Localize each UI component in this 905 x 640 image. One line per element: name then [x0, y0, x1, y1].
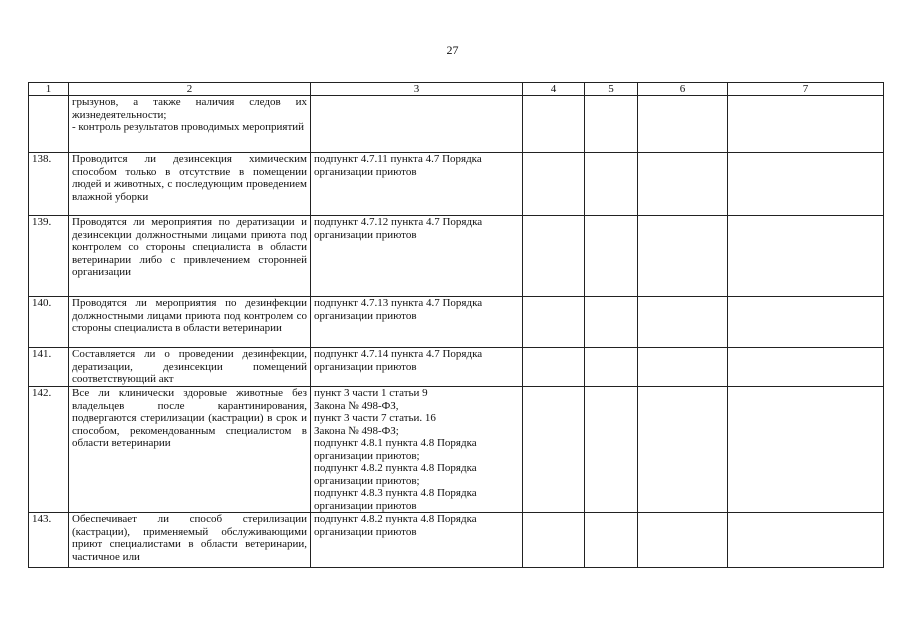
answer-cell-col-4	[523, 216, 585, 297]
answer-cell-col-7	[728, 153, 884, 216]
column-header: 7	[728, 83, 884, 96]
table-row	[29, 153, 884, 216]
checklist-table	[28, 82, 884, 568]
answer-cell-col-7	[728, 513, 884, 568]
reference-line: подпункт 4.8.2 пункта 4.8 Порядка организации приютов;	[314, 462, 477, 487]
reference-line: подпункт 4.7.12 пункта 4.7 Порядка организации приютов	[314, 216, 483, 241]
legal-reference	[311, 513, 523, 568]
table-row	[29, 387, 884, 513]
row-number: 141.	[29, 348, 69, 387]
table-row	[29, 513, 884, 568]
question-line: - контроль результатов проводимых мероприятий	[72, 121, 305, 133]
legal-reference	[311, 387, 523, 513]
page-number: 27	[446, 43, 459, 57]
column-header: 3	[311, 83, 523, 96]
answer-cell-col-5	[585, 96, 638, 153]
column-header: 1	[29, 83, 69, 96]
legal-reference	[311, 216, 523, 297]
reference-line: подпункт 4.8.3 пункта 4.8 Порядка организации приютов	[314, 487, 477, 512]
row-number: 142.	[29, 387, 69, 513]
answer-cell-col-5	[585, 297, 638, 348]
reference-line: пункт 3 части 1 статьи 9	[314, 387, 428, 399]
answer-cell-col-7	[728, 297, 884, 348]
answer-cell-col-6	[638, 297, 728, 348]
answer-cell-col-5	[585, 387, 638, 513]
question-line: грызунов, а также наличия следов их жизнедеятельности;	[72, 96, 307, 121]
answer-cell-col-6	[638, 216, 728, 297]
table-row	[29, 216, 884, 297]
question-text: Проводятся ли мероприятия по дезинфекции должностными лицами приюта под контролем со стороны специалиста в области ветеринарии	[69, 297, 311, 348]
answer-cell-col-4	[523, 513, 585, 568]
answer-cell-col-7	[728, 96, 884, 153]
answer-cell-col-7	[728, 216, 884, 297]
row-number: 140.	[29, 297, 69, 348]
reference-line: подпункт 4.7.14 пункта 4.7 Порядка организации приютов	[314, 348, 483, 373]
question-text	[69, 96, 311, 153]
answer-cell-col-6	[638, 153, 728, 216]
reference-line: Закона № 498-ФЗ,	[314, 399, 399, 412]
row-number: 138.	[29, 153, 69, 216]
table-row	[29, 96, 884, 153]
answer-cell-col-6	[638, 348, 728, 387]
question-text: Составляется ли о проведении дезинфекции, дератизации, дезинсекции помещений соответствующий акт	[69, 348, 311, 387]
reference-line: Закона № 498-ФЗ;	[314, 424, 399, 437]
reference-line: подпункт 4.7.13 пункта 4.7 Порядка организации приютов	[314, 297, 483, 322]
answer-cell-col-7	[728, 348, 884, 387]
row-number: 139.	[29, 216, 69, 297]
question-text: Проводится ли дезинсекция химическим способом только в отсутствие в помещении людей и животных, с последующим проведением влажной уборки	[69, 153, 311, 216]
reference-line: подпункт 4.7.11 пункта 4.7 Порядка организации приютов	[314, 153, 482, 178]
column-number-row	[29, 83, 884, 96]
table-body	[29, 96, 884, 568]
question-text: Все ли клинически здоровые животные без владельцев после карантинирования, подвергаются стерилизации (кастрации) в срок и способом, рекомендованным специалистом в области ветеринарии	[69, 387, 311, 513]
answer-cell-col-6	[638, 513, 728, 568]
reference-line: пункт 3 части 7 статьи. 16	[314, 412, 436, 424]
answer-cell-col-4	[523, 348, 585, 387]
column-header: 4	[523, 83, 585, 96]
legal-reference	[311, 153, 523, 216]
column-header: 5	[585, 83, 638, 96]
column-header: 2	[69, 83, 311, 96]
reference-line: подпункт 4.8.1 пункта 4.8 Порядка организации приютов;	[314, 437, 477, 462]
answer-cell-col-4	[523, 297, 585, 348]
column-header: 6	[638, 83, 728, 96]
legal-reference	[311, 96, 523, 153]
legal-reference	[311, 348, 523, 387]
answer-cell-col-5	[585, 216, 638, 297]
legal-reference	[311, 297, 523, 348]
row-number	[29, 96, 69, 153]
answer-cell-col-5	[585, 153, 638, 216]
answer-cell-col-5	[585, 348, 638, 387]
answer-cell-col-5	[585, 513, 638, 568]
answer-cell-col-6	[638, 387, 728, 513]
answer-cell-col-4	[523, 96, 585, 153]
table-row	[29, 297, 884, 348]
answer-cell-col-4	[523, 153, 585, 216]
reference-line: подпункт 4.8.2 пункта 4.8 Порядка организации приютов	[314, 513, 477, 538]
row-number: 143.	[29, 513, 69, 568]
answer-cell-col-4	[523, 387, 585, 513]
answer-cell-col-6	[638, 96, 728, 153]
answer-cell-col-7	[728, 387, 884, 513]
question-text: Проводятся ли мероприятия по дератизации и дезинсекции должностными лицами приюта под контролем со стороны специалиста в области ветеринарии либо с привлечением сторонней организации	[69, 216, 311, 297]
table-row	[29, 348, 884, 387]
question-text: Обеспечивает ли способ стерилизации (кастрации), применяемый обслуживающими приют специалистами в области ветеринарии, частичное или	[69, 513, 311, 568]
